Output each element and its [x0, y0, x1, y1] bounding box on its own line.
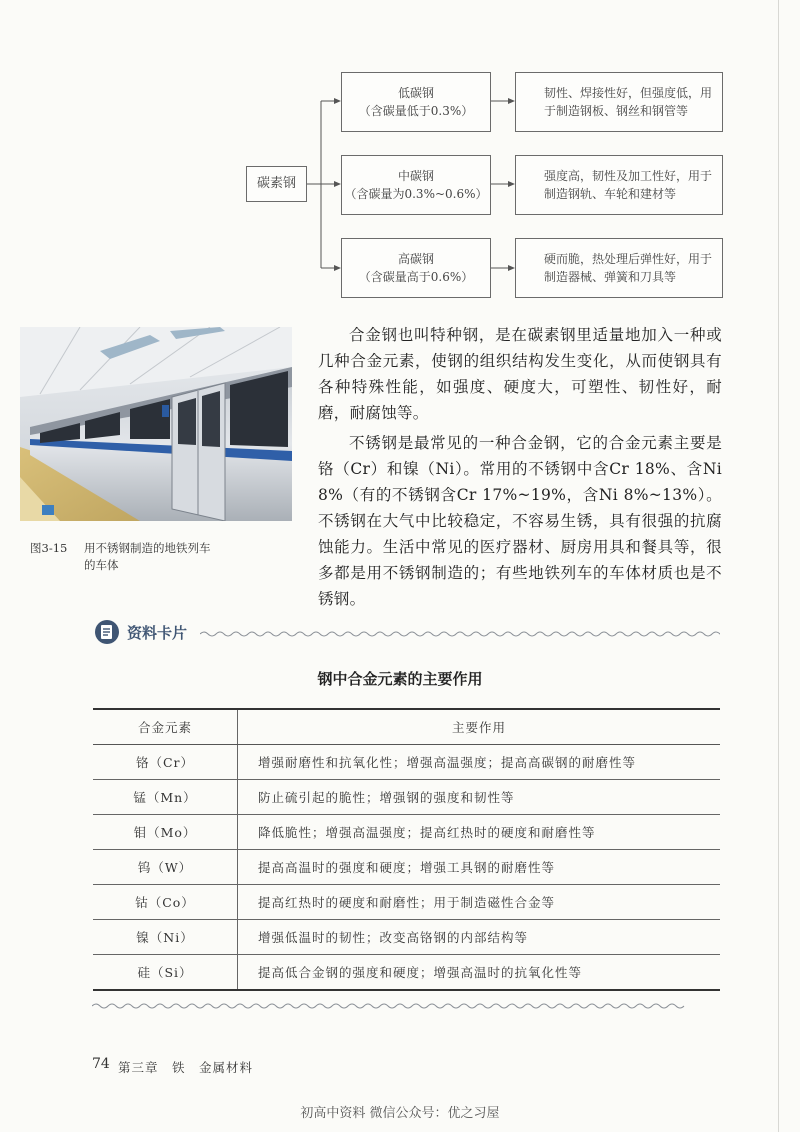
- root-node-label: 碳素钢: [256, 176, 296, 191]
- branch-node-high-carbon: [341, 238, 491, 298]
- wavy-divider: [200, 629, 720, 639]
- effect-cell: 增强耐磨性和抗氧化性；增强高温强度；提高高碳钢的耐磨性等: [238, 745, 721, 780]
- chapter-title: 第三章 铁 金属材料: [118, 1060, 254, 1075]
- branch-condition: （含碳量为0.3%~0.6%）: [344, 187, 488, 201]
- element-cell: 钨（W）: [93, 850, 238, 885]
- desc-line: 制造器械、弹簧和刀具等: [544, 270, 677, 284]
- branch-node-medium-carbon: [341, 155, 491, 215]
- element-cell: 镍（Ni）: [93, 920, 238, 955]
- effect-cell: 提高高温时的强度和硬度；增强工具钢的耐磨性等: [238, 850, 721, 885]
- element-cell: 钴（Co）: [93, 885, 238, 920]
- desc-line: 强度高，韧性及加工性好，用于: [544, 169, 713, 183]
- table-row: [93, 850, 720, 885]
- desc-line: 硬而脆，热处理后弹性好，用于: [544, 252, 713, 266]
- wavy-divider-bottom: [92, 1001, 722, 1011]
- column-header: 主要作用: [238, 709, 721, 745]
- figure-caption-text-cont: 的车体: [84, 558, 119, 572]
- figure-number: 图3-15: [30, 541, 68, 555]
- table-row: [93, 815, 720, 850]
- page-number: 74: [92, 1056, 110, 1072]
- data-card-label: 资料卡片: [127, 624, 188, 642]
- element-cell: 锰（Mn）: [93, 780, 238, 815]
- desc-line: 制造钢轨、车轮和建材等: [544, 187, 677, 201]
- effect-cell: 提高低合金钢的强度和硬度；增强高温时的抗氧化性等: [238, 955, 721, 991]
- effect-cell: 防止硫引起的脆性；增强钢的强度和韧性等: [238, 780, 721, 815]
- branch-node-low-carbon: [341, 72, 491, 132]
- branch-name: 高碳钢: [397, 252, 434, 266]
- figure-caption: [30, 540, 299, 574]
- table-title: 钢中合金元素的主要作用: [317, 670, 483, 688]
- effect-cell: 降低脆性；增强高温强度；提高红热时的硬度和耐磨性等: [238, 815, 721, 850]
- table-header-row: [93, 709, 720, 745]
- desc-line: 于制造钢板、钢丝和钢管等: [544, 104, 689, 118]
- desc-node-high-carbon: [515, 238, 723, 298]
- page-edge: [778, 0, 779, 1132]
- table-row: [93, 745, 720, 780]
- branch-condition: （含碳量高于0.6%）: [358, 270, 474, 284]
- paragraph: 合金钢也叫特种钢，是在碳素钢里适量地加入一种或几种合金元素，使钢的组织结构发生变化，从而使钢具有各种特殊性能，如强度、硬度大，可塑性、韧性好，耐磨，耐腐蚀等。: [318, 326, 722, 422]
- element-cell: 硅（Si）: [93, 955, 238, 991]
- document-icon: [94, 619, 122, 647]
- effect-cell: 提高红热时的硬度和耐磨性；用于制造磁性合金等: [238, 885, 721, 920]
- branch-name: 低碳钢: [397, 86, 434, 100]
- column-header: 合金元素: [93, 709, 238, 745]
- subway-train-photo: [20, 327, 292, 521]
- table-row: [93, 885, 720, 920]
- branch-condition: （含碳量低于0.3%）: [358, 104, 474, 118]
- table-row: [93, 780, 720, 815]
- effect-cell: 增强低温时的韧性；改变高铬钢的内部结构等: [238, 920, 721, 955]
- desc-node-medium-carbon: [515, 155, 723, 215]
- element-cell: 钼（Mo）: [93, 815, 238, 850]
- branch-name: 中碳钢: [397, 169, 434, 183]
- table-row: [93, 955, 720, 991]
- paragraph: 不锈钢是最常见的一种合金钢，它的合金元素主要是铬（Cr）和镍（Ni）。常用的不锈钢中含Cr 18%、含Ni 8%（有的不锈钢含Cr 17%~19%，含Ni 8%~13%）。不锈钢在大气中比较稳定，不容易生锈，具有很强的抗腐蚀能力。生活中常见的医疗器材、厨房用具和餐具等，很多都是用不锈钢制造的；有些地铁列车的车体材质也是不锈钢。: [318, 434, 722, 608]
- desc-node-low-carbon: [515, 72, 723, 132]
- data-card-header: [94, 620, 720, 646]
- body-text: [318, 322, 722, 612]
- table-row: [93, 920, 720, 955]
- watermark-text: 初高中资料 微信公众号：优之习屋: [300, 1106, 500, 1121]
- alloy-elements-table: [93, 708, 720, 991]
- element-cell: 铬（Cr）: [93, 745, 238, 780]
- root-node-carbon-steel: [246, 166, 307, 202]
- desc-line: 韧性、焊接性好，但强度低，用: [544, 86, 713, 100]
- figure-caption-text: 用不锈钢制造的地铁列车: [84, 541, 211, 555]
